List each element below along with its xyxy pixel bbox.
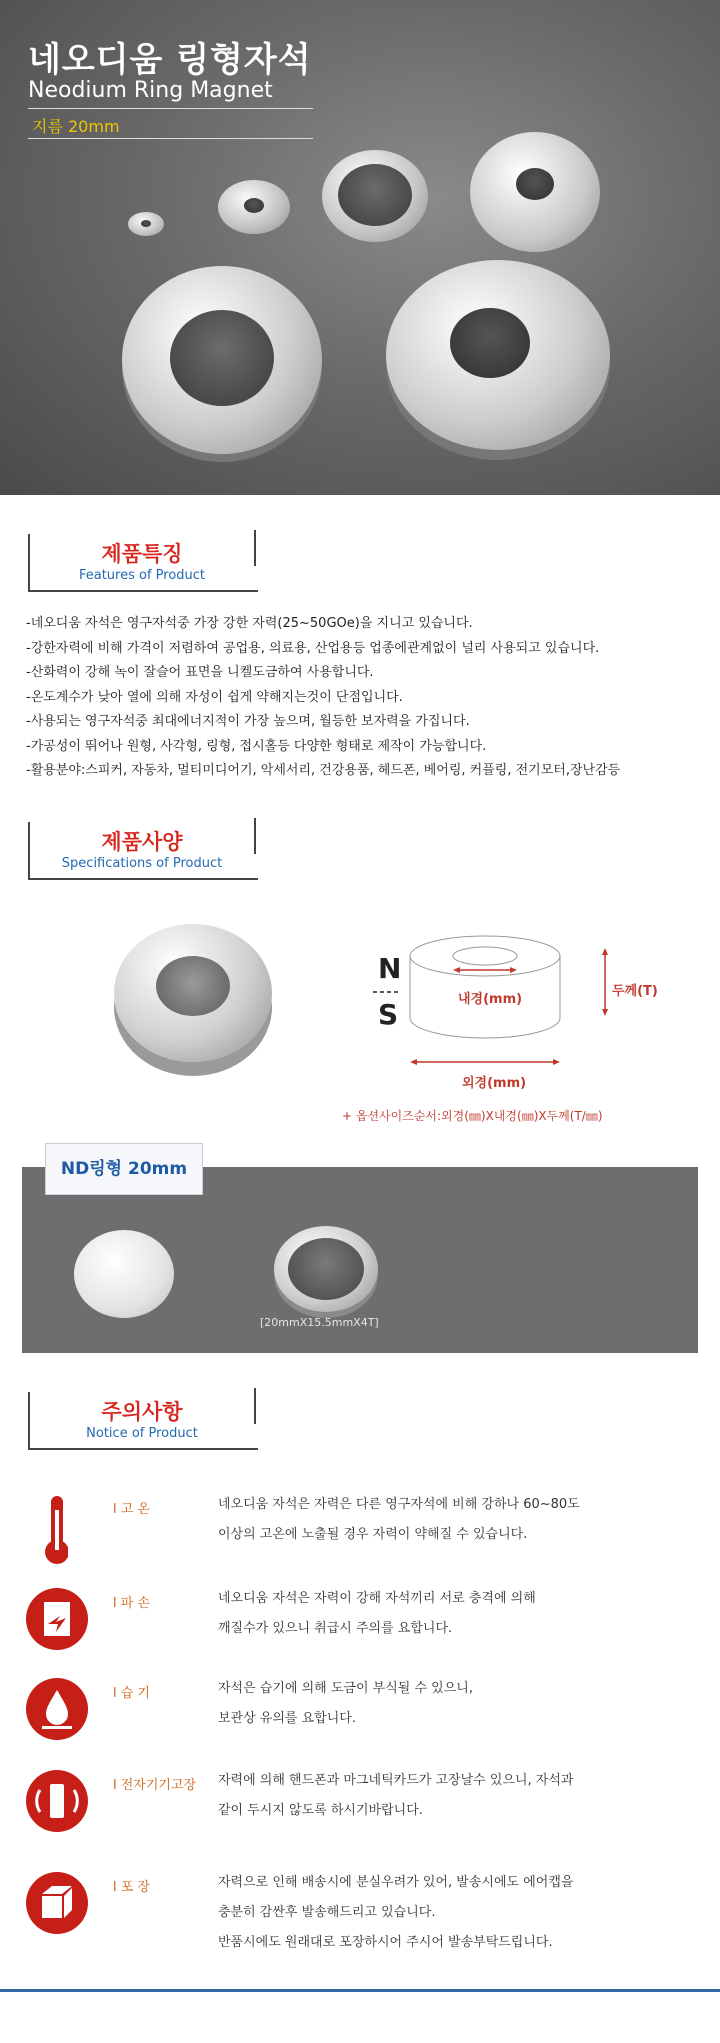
feature-line: -네오디움 자석은 영구자석중 가장 강한 자력(25~50GOe)을 지니고 있습니다. [26,616,473,631]
notice-line: 자력으로 인해 배송시에 분실우려가 있어, 발송시에도 에어캡을 [218,1875,574,1890]
magnet-ring-tiny [128,212,164,236]
notice-header [28,1388,258,1448]
thermometer-icon [44,1496,68,1566]
magnet-ring-large-left [122,266,322,454]
features-title-english: Features of Product [78,568,206,583]
notice-line: 자석은 습기에 의해 도금이 부식될 수 있으니, [218,1681,473,1696]
feature-line: -강한자력에 비해 가격이 저렴하여 공업용, 의료용, 산업용등 업종에관계없이 널리 사용되고 있습니다. [26,640,600,656]
notice-text [218,1490,580,1550]
features-title-korean: 제품특징 [101,542,183,566]
feature-line: -가공성이 뛰어나 원형, 사각형, 링형, 접시홀등 다양한 형태로 제작이 가능합니다. [26,738,487,754]
notice-line: 깨질수가 있으니 취급시 주의를 요합니다. [218,1621,453,1636]
specs-title-korean: 제품사양 [101,830,183,854]
thickness-label: 두께(T) [612,984,658,999]
notice-line: 네오디움 자석은 자력은 다른 영구자석에 비해 강하나 60~80도 [218,1497,580,1512]
notice-text [218,1584,536,1644]
notice-line: 자력에 의해 핸드폰과 마그네틱카드가 고장날수 있으니, 자석과 [218,1773,574,1788]
notice-item-breakage [0,1586,720,1656]
notice-item-electronics [0,1768,720,1838]
electronics-icon [26,1770,88,1832]
notice-title-english: Notice of Product [86,1426,198,1441]
nd-ring-photo [274,1226,378,1312]
package-icon [26,1872,88,1934]
notice-line: 보관상 유의를 요합니다. [218,1711,356,1726]
notice-label: l 전자기기고장 [113,1778,197,1793]
pole-s-label: S [378,998,399,1031]
nd-dimension-text: [20mmX15.5mmX4T] [260,1316,379,1329]
hero-subtitle: 지름 20mm [32,117,120,136]
breakage-icon [26,1588,88,1650]
coin-reference [74,1230,174,1318]
hero-title-english: Neodium Ring Magnet [28,78,273,103]
feature-line: -활용분야:스피커, 자동차, 멀티미디어기, 악세서리, 건강용품, 헤드폰, 베어링, 커플링, 전기모터,장난감등 [26,763,621,778]
footer-line [0,1989,720,1992]
notice-line: 같이 두시지 않도록 하시기바랍니다. [218,1803,423,1818]
feature-line: -사용되는 영구자석중 최대에너지적이 가장 높으며, 월등한 보자력을 가집니다. [26,714,470,729]
notice-line: 네오디움 자석은 자력이 강해 자석끼리 서로 충격에 의해 [218,1591,536,1606]
notice-title-korean: 주의사항 [101,1400,183,1424]
magnet-ring-medium-large [470,132,600,252]
pole-n-label: N [378,952,402,985]
hero-title-korean: 네오디움 링형자석 [28,40,312,80]
option-size-note: + 옵션사이즈순서:외경(㎜)X내경(㎜)X두께(T/㎜) [342,1109,603,1123]
notice-line: 반품시에도 원래대로 포장하시어 주시어 발송부탁드립니다. [218,1935,553,1950]
moisture-icon [26,1678,88,1740]
specs-title-english: Specifications of Product [61,856,223,871]
notice-item-packaging [0,1870,720,1960]
specs-header [28,818,258,878]
notice-label: l 파 손 [113,1596,150,1611]
magnet-ring-large-right [386,260,610,450]
notice-item-moisture [0,1676,720,1746]
features-list [26,612,620,784]
inner-diameter-label: 내경(mm) [458,992,523,1007]
magnet-ring-medium [322,150,428,242]
product-ring-photo [114,924,272,1062]
hero-divider-bottom [28,138,313,139]
notice-text [218,1674,473,1734]
notice-text [218,1868,573,1958]
notice-text [218,1766,573,1826]
notice-label: l 포 장 [113,1880,150,1895]
notice-label: l 습 기 [113,1686,150,1701]
feature-line: -산화력이 강해 녹이 잘슬어 표면을 니켈도금하여 사용합니다. [26,665,374,680]
notice-line: 충분히 감싼후 발송해드리고 있습니다. [218,1905,436,1920]
nd-size-tab: ND링형 20mm [45,1143,203,1195]
notice-label: l 고 온 [113,1502,150,1517]
notice-item-high-temperature [0,1496,720,1566]
outer-diameter-label: 외경(mm) [462,1076,527,1091]
features-header [28,530,258,590]
hero-banner [0,0,720,495]
hero-divider [28,108,313,109]
magnet-ring-small [218,180,290,234]
notice-line: 이상의 고온에 노출될 경우 자력이 약해질 수 있습니다. [218,1527,528,1542]
feature-line: -온도계수가 낮아 열에 의해 자성이 쉽게 약해지는것이 단점입니다. [26,689,403,705]
